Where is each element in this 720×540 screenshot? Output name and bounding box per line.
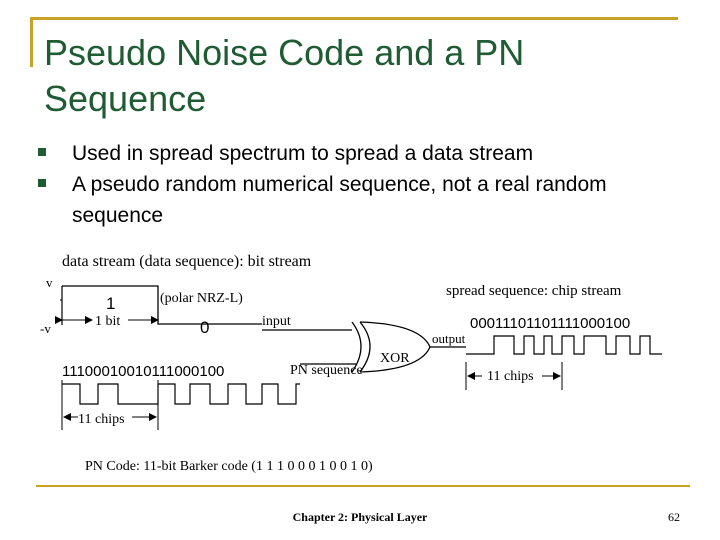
footer-rule — [36, 485, 690, 487]
bullet-text: Used in spread spectrum to spread a data stream — [72, 142, 534, 165]
pn-sequence-label: PN sequence — [290, 363, 363, 378]
voltage-positive-label: v — [46, 275, 53, 290]
xor-label: XOR — [380, 351, 410, 366]
one-bit-label: 1 bit — [95, 314, 121, 329]
spread-sequence-label: spread sequence: chip stream — [446, 283, 622, 299]
page-number: 62 — [668, 510, 680, 524]
input-label: input — [262, 314, 291, 329]
polar-nrz-label: (polar NRZ-L) — [160, 291, 243, 306]
pn-code-label: PN Code: 11-bit Barker code (1 1 1 0 0 0 1 0 0 1 0) — [85, 459, 373, 474]
spread-waveform-line — [466, 336, 662, 354]
footer-text: Chapter 2: Physical Layer — [292, 510, 428, 524]
bit-one-label: 1 — [106, 294, 116, 313]
spread-bits-text: 00011101101111000100 — [470, 315, 631, 332]
bullet-text: A pseudo random numerical sequence, not a real random sequence — [72, 173, 607, 227]
pn-waveform-line — [62, 384, 300, 404]
chips-label-left: 11 chips — [78, 412, 125, 427]
slide-title: Pseudo Noise Code and a PN Sequence — [44, 32, 525, 119]
output-label: output — [432, 331, 466, 346]
voltage-negative-label: -v — [40, 321, 51, 336]
pn-bits-text: 11100010010111000100 — [62, 363, 225, 380]
data-stream-label: data stream (data sequence): bit stream — [62, 253, 312, 270]
chips-label-right: 11 chips — [487, 369, 534, 384]
bit-zero-label: 0 — [200, 318, 210, 337]
